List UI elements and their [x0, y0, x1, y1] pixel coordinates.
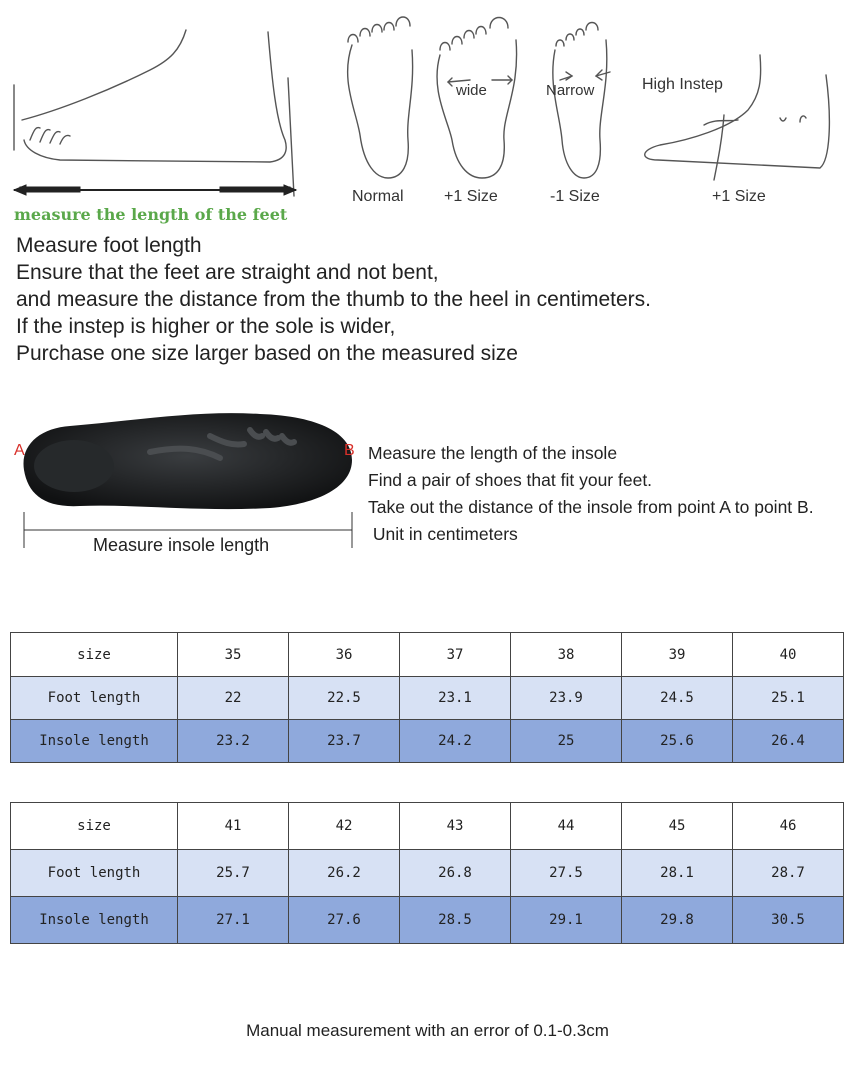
insole-instruction-line: Unit in centimeters [368, 524, 518, 544]
narrow-size-label: -1 Size [550, 188, 600, 205]
size-cell: 44 [511, 803, 622, 850]
row-header-insole-length: Insole length [11, 720, 178, 763]
table-row-size [11, 633, 844, 677]
insole-length-cell: 29.1 [511, 897, 622, 944]
insole-instruction-line: Find a pair of shoes that fit your feet. [368, 470, 653, 490]
insole-length-cell: 25 [511, 720, 622, 763]
insole-length-cell: 30.5 [733, 897, 844, 944]
foot-length-cell: 26.8 [400, 850, 511, 897]
high-instep-label: High Instep [642, 76, 723, 93]
instruction-line: Measure foot length [16, 234, 202, 257]
table-row-foot-length [11, 850, 844, 897]
insole-length-cell: 24.2 [400, 720, 511, 763]
point-b-label: B [344, 442, 355, 459]
size-table-41-46 [10, 802, 844, 944]
insole-length-cell: 28.5 [400, 897, 511, 944]
row-header-foot-length: Foot length [11, 850, 178, 897]
size-cell: 39 [622, 633, 733, 677]
size-cell: 45 [622, 803, 733, 850]
size-cell: 36 [289, 633, 400, 677]
foot-length-cell: 26.2 [289, 850, 400, 897]
size-cell: 41 [178, 803, 289, 850]
size-cell: 40 [733, 633, 844, 677]
insole-length-cell: 23.7 [289, 720, 400, 763]
row-header-foot-length: Foot length [11, 677, 178, 720]
size-cell: 43 [400, 803, 511, 850]
narrow-foot-icon [553, 23, 610, 179]
insole-length-cell: 29.8 [622, 897, 733, 944]
foot-length-cell: 24.5 [622, 677, 733, 720]
foot-length-cell: 25.7 [178, 850, 289, 897]
measurement-error-note: Manual measurement with an error of 0.1-0.3cm [246, 1021, 609, 1040]
side-foot-outline [14, 30, 186, 150]
insole-length-cell: 25.6 [622, 720, 733, 763]
foot-length-cell: 28.7 [733, 850, 844, 897]
insole-length-cell: 23.2 [178, 720, 289, 763]
foot-length-cell: 23.9 [511, 677, 622, 720]
normal-foot-icon [348, 17, 413, 178]
instep-size-label: +1 Size [712, 188, 766, 205]
instruction-line: Ensure that the feet are straight and not bent, [16, 261, 439, 284]
narrow-label: Narrow [546, 82, 595, 99]
measure-arrow [14, 185, 296, 195]
foot-length-cell: 25.1 [733, 677, 844, 720]
size-cell: 46 [733, 803, 844, 850]
insole-instructions [368, 440, 814, 548]
toes-sketch [30, 128, 70, 145]
point-a-label: A [14, 442, 25, 459]
size-cell: 35 [178, 633, 289, 677]
row-header-size: size [11, 633, 178, 677]
insole-length-cell: 26.4 [733, 720, 844, 763]
foot-measure-instructions [16, 232, 651, 367]
instruction-line: Purchase one size larger based on the measured size [16, 342, 518, 365]
heel-cup [34, 440, 114, 492]
insole-instruction-line: Measure the length of the insole [368, 443, 618, 463]
table-row-foot-length [11, 677, 844, 720]
row-header-size: size [11, 803, 178, 850]
size-cell: 42 [289, 803, 400, 850]
foot-length-cell: 23.1 [400, 677, 511, 720]
table-row-insole-length [11, 720, 844, 763]
size-table-35-40 [10, 632, 844, 763]
wide-size-label: +1 Size [444, 188, 498, 205]
row-header-insole-length: Insole length [11, 897, 178, 944]
high-instep-foot-icon [645, 55, 830, 180]
foot-length-cell: 22 [178, 677, 289, 720]
insole-instruction-line: Take out the distance of the insole from point A to point B. [368, 497, 814, 517]
table-row-insole-length [11, 897, 844, 944]
foot-length-cell: 22.5 [289, 677, 400, 720]
size-cell: 38 [511, 633, 622, 677]
foot-length-cell: 27.5 [511, 850, 622, 897]
normal-label: Normal [352, 188, 404, 205]
insole-length-cell: 27.6 [289, 897, 400, 944]
instruction-line: If the instep is higher or the sole is wider, [16, 315, 396, 338]
measure-feet-caption: measure the length of the feet [14, 205, 288, 224]
instruction-line: and measure the distance from the thumb to the heel in centimeters. [16, 288, 652, 311]
table-row-size [11, 803, 844, 850]
wide-label: wide [456, 82, 487, 99]
insole-length-cell: 27.1 [178, 897, 289, 944]
foot-length-cell: 28.1 [622, 850, 733, 897]
insole-caption: Measure insole length [93, 535, 270, 555]
size-cell: 37 [400, 633, 511, 677]
